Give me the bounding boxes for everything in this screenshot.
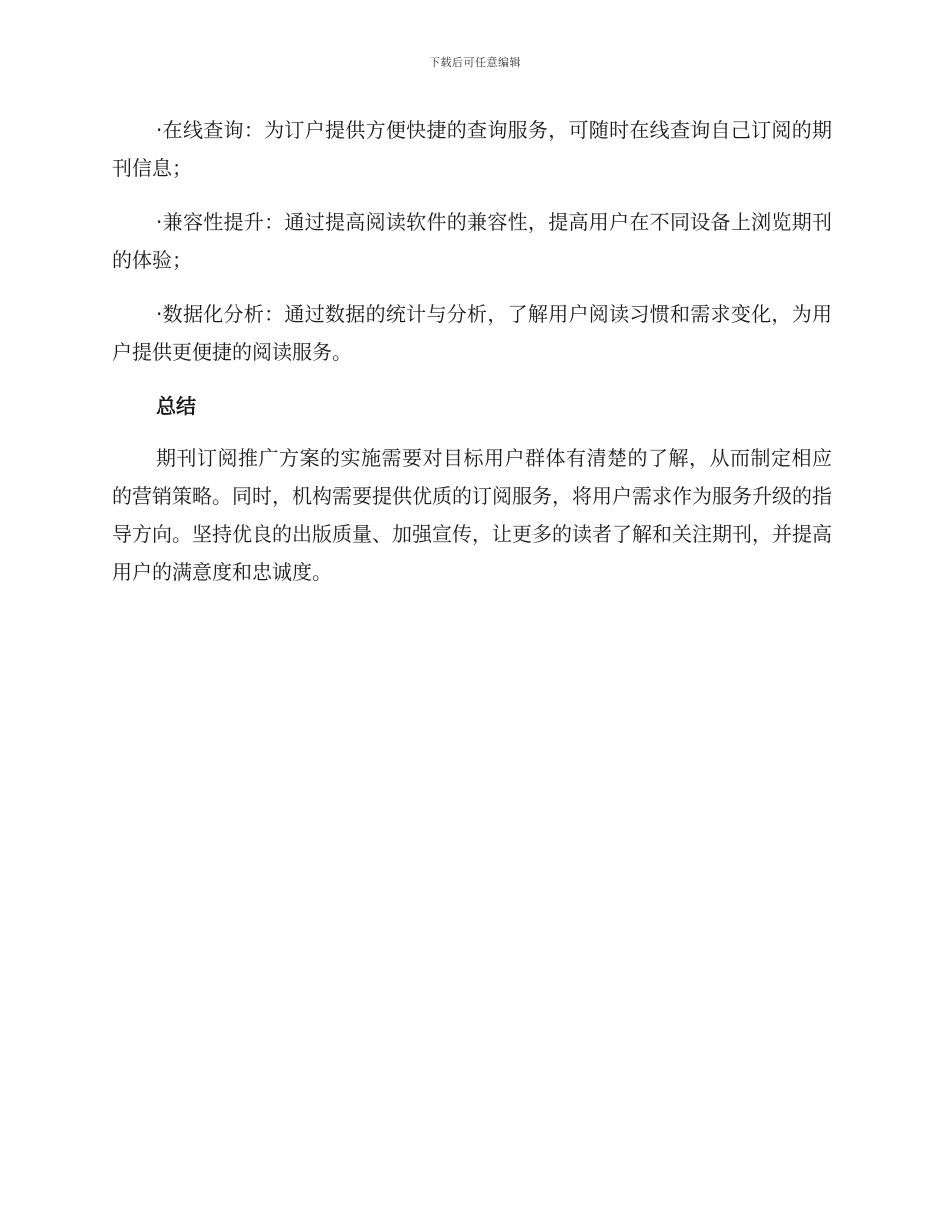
summary-paragraph: 期刊订阅推广方案的实施需要对目标用户群体有清楚的了解，从而制定相应的营销策略。同时，机构需要提供优质的订阅服务，将用户需求作为服务升级的指导方向。坚持优良的出版质量、加强宣传，让更多的读者了解和关注期刊，并提高用户的满意度和忠诚度。 xyxy=(112,446,832,584)
bullet-data-analysis xyxy=(112,295,832,371)
bullet-compatibility xyxy=(112,203,832,279)
bullet-text: 数据化分析：通过数据的统计与分析，了解用户阅读习惯和需求变化，为用户提供更便捷的阅读服务。 xyxy=(112,302,832,364)
bullet-dot: · xyxy=(156,118,163,142)
summary-heading: 总结 xyxy=(156,394,196,418)
page-header: 下载后可任意编辑 xyxy=(429,56,521,69)
document-body xyxy=(112,111,832,607)
bullet-dot: · xyxy=(156,210,163,234)
bullet-text: 在线查询：为订户提供方便快捷的查询服务，可随时在线查询自己订阅的期刊信息； xyxy=(112,118,832,180)
bullet-dot: · xyxy=(156,302,163,326)
bullet-online-query xyxy=(112,111,832,187)
bullet-text: 兼容性提升：通过提高阅读软件的兼容性，提高用户在不同设备上浏览期刊的体验； xyxy=(112,210,832,272)
